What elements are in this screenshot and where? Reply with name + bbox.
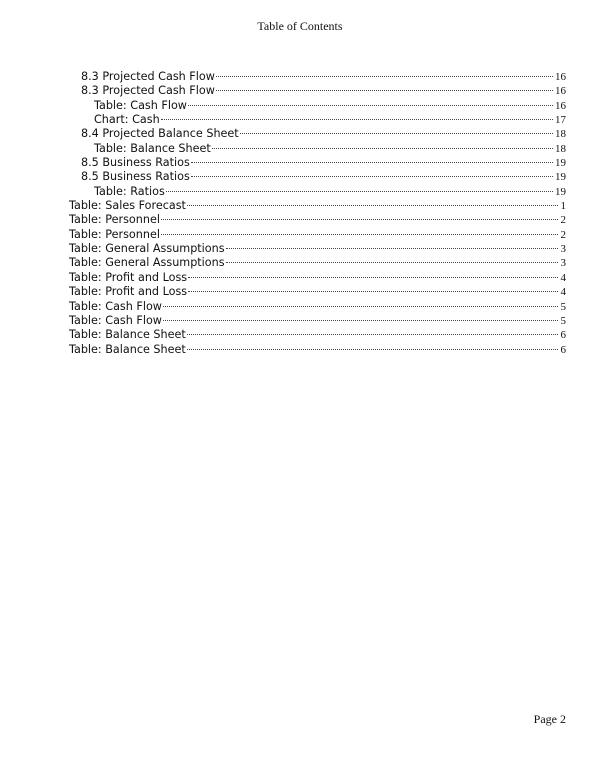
toc-entry-label: 8.5 Business Ratios xyxy=(81,156,190,170)
toc-dot-leader xyxy=(188,277,558,278)
toc-entry-page-number: 19 xyxy=(555,171,566,184)
toc-entry[interactable] xyxy=(69,314,566,328)
toc-dot-leader xyxy=(216,76,553,77)
toc-entry[interactable] xyxy=(69,242,566,256)
toc-dot-leader xyxy=(166,191,553,192)
toc-dot-leader xyxy=(191,176,553,177)
toc-entry-page-number: 16 xyxy=(555,99,566,112)
toc-entry-label: Table: Cash Flow xyxy=(69,299,162,313)
toc-entry-label: 8.5 Business Ratios xyxy=(81,170,190,184)
toc-entry[interactable] xyxy=(69,285,566,299)
toc-entry-page-number: 18 xyxy=(555,142,566,155)
toc-dot-leader xyxy=(226,248,558,249)
toc-dot-leader xyxy=(226,262,558,263)
toc-entry-page-number: 1 xyxy=(560,200,566,213)
toc-entry[interactable] xyxy=(69,99,566,113)
toc-dot-leader xyxy=(161,219,558,220)
table-of-contents xyxy=(69,70,566,357)
toc-entry[interactable] xyxy=(69,127,566,141)
toc-entry[interactable] xyxy=(69,70,566,84)
toc-entry-label: Table: Balance Sheet xyxy=(69,328,186,342)
toc-entry-label: Table: Ratios xyxy=(94,184,165,198)
toc-entry-label: Table: Profit and Loss xyxy=(69,270,188,284)
toc-dot-leader xyxy=(187,349,558,350)
toc-entry[interactable] xyxy=(69,300,566,314)
toc-dot-leader xyxy=(216,90,553,91)
toc-entry[interactable] xyxy=(69,185,566,199)
toc-entry-page-number: 16 xyxy=(555,85,566,98)
toc-dot-leader xyxy=(212,148,553,149)
toc-entry-page-number: 5 xyxy=(560,314,566,327)
toc-entry-label: 8.4 Projected Balance Sheet xyxy=(81,127,239,141)
toc-entry-label: Table: Balance Sheet xyxy=(69,342,186,356)
toc-entry[interactable] xyxy=(69,228,566,242)
toc-dot-leader xyxy=(188,291,558,292)
toc-entry-label: Table: Personnel xyxy=(69,213,160,227)
toc-entry-page-number: 16 xyxy=(555,71,566,83)
toc-entry[interactable] xyxy=(69,84,566,98)
toc-dot-leader xyxy=(163,306,558,307)
toc-entry-page-number: 3 xyxy=(560,257,566,270)
toc-entry-page-number: 3 xyxy=(560,243,566,256)
toc-entry[interactable] xyxy=(69,113,566,127)
toc-entry-label: 8.3 Projected Cash Flow xyxy=(81,84,215,98)
toc-entry-page-number: 4 xyxy=(560,271,566,284)
toc-dot-leader xyxy=(163,320,558,321)
toc-dot-leader xyxy=(240,133,553,134)
toc-entry-page-number: 6 xyxy=(560,343,566,356)
toc-entry-page-number: 4 xyxy=(560,286,566,299)
toc-entry-label: Table: Cash Flow xyxy=(94,98,187,112)
toc-dot-leader xyxy=(188,105,553,106)
toc-entry-label: Table: Balance Sheet xyxy=(94,141,211,155)
page-header-title: Table of Contents xyxy=(257,19,343,33)
toc-entry[interactable] xyxy=(69,142,566,156)
toc-entry-label: Chart: Cash xyxy=(94,113,160,127)
toc-entry-label: Table: Sales Forecast xyxy=(69,199,186,213)
toc-entry-label: Table: General Assumptions xyxy=(69,242,225,256)
toc-entry-label: Table: Profit and Loss xyxy=(69,285,188,299)
toc-entry-label: Table: Cash Flow xyxy=(69,313,162,327)
toc-entry[interactable] xyxy=(69,343,566,357)
toc-entry-label: Table: Personnel xyxy=(69,227,160,241)
toc-entry-page-number: 19 xyxy=(555,157,566,170)
toc-entry[interactable] xyxy=(69,213,566,227)
toc-entry-page-number: 2 xyxy=(560,228,566,241)
toc-entry[interactable] xyxy=(69,170,566,184)
toc-dot-leader xyxy=(161,119,553,120)
toc-entry-page-number: 19 xyxy=(555,185,566,198)
toc-entry[interactable] xyxy=(69,199,566,213)
toc-entry-page-number: 18 xyxy=(555,128,566,141)
toc-entry-page-number: 17 xyxy=(555,114,566,127)
toc-entry-page-number: 2 xyxy=(560,214,566,227)
toc-dot-leader xyxy=(187,334,558,335)
toc-entry-label: Table: General Assumptions xyxy=(69,256,225,270)
toc-entry[interactable] xyxy=(69,256,566,270)
toc-entry-label: 8.3 Projected Cash Flow xyxy=(81,70,215,83)
toc-entry[interactable] xyxy=(69,328,566,342)
page-number-footer: Page 2 xyxy=(533,712,566,726)
toc-entry-page-number: 5 xyxy=(560,300,566,313)
toc-entry[interactable] xyxy=(69,271,566,285)
toc-entry-page-number: 6 xyxy=(560,329,566,342)
toc-dot-leader xyxy=(187,205,558,206)
toc-dot-leader xyxy=(161,234,558,235)
toc-dot-leader xyxy=(191,162,553,163)
toc-entry[interactable] xyxy=(69,156,566,170)
